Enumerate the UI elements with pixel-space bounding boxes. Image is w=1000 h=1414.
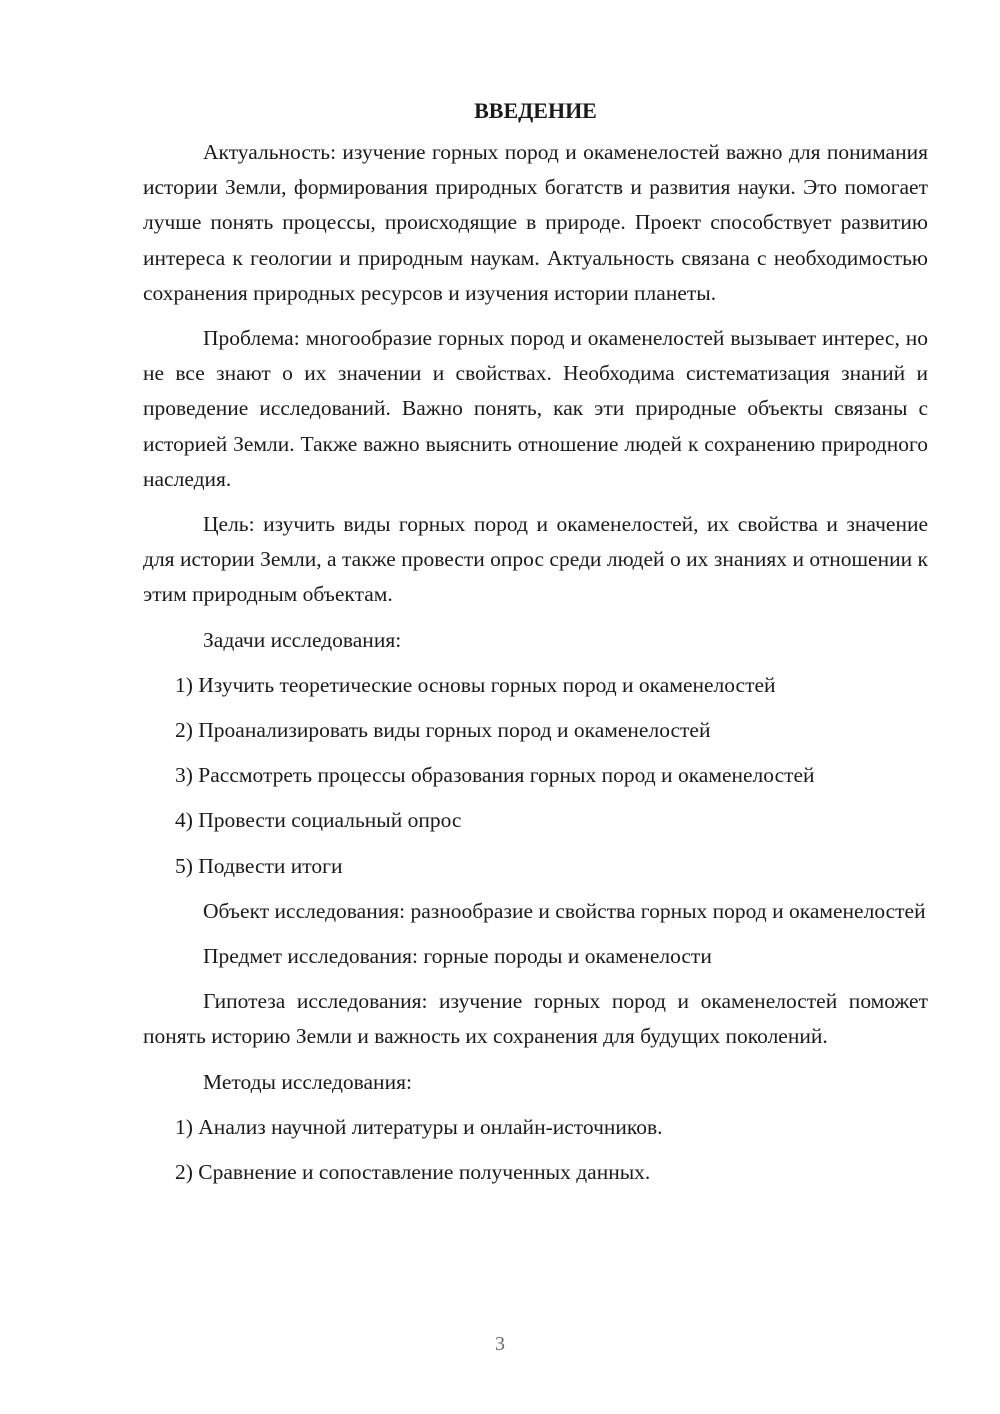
document-page — [143, 95, 928, 1200]
task-item: 2) Проанализировать виды горных пород и окаменелостей — [175, 718, 711, 743]
object-paragraph: Объект исследования: разнообразие и свойства горных пород и окаменелостей — [203, 898, 926, 923]
tasks-label: Задачи исследования: — [203, 627, 402, 652]
problem-paragraph: Проблема: многообразие горных пород и окаменелостей вызывает интерес, но не все знают о их значении и свойствах. Необходима систематизация знаний и проведение исследований. Важно понять, как эти природные объекты связаны с историей Земли. Также важно выяснить отношение людей к сохранению природного наследия. — [143, 326, 928, 491]
hypothesis-paragraph: Гипотеза исследования: изучение горных пород и окаменелостей поможет понять историю Земли и важность их сохранения для будущих поколений. — [143, 989, 928, 1049]
task-item: 1) Изучить теоретические основы горных пород и окаменелостей — [175, 672, 776, 697]
section-heading: ВВЕДЕНИЕ — [474, 98, 597, 123]
task-item: 5) Подвести итоги — [175, 853, 343, 878]
tasks-list — [143, 668, 928, 884]
page-number: 3 — [495, 1333, 505, 1355]
method-item: 1) Анализ научной литературы и онлайн-источников. — [175, 1114, 663, 1139]
subject-paragraph: Предмет исследования: горные породы и окаменелости — [203, 944, 712, 969]
goal-paragraph: Цель: изучить виды горных пород и окаменелостей, их свойства и значение для истории Земли, а также провести опрос среди людей о их знаниях и отношении к этим природным объектам. — [143, 512, 928, 607]
relevance-paragraph: Актуальность: изучение горных пород и окаменелостей важно для понимания истории Земли, формирования природных богатств и развития науки. Это помогает лучше понять процессы, происходящие в природе. Проект способствует развитию интереса к геологии и природным наукам. Актуальность связана с необходимостью сохранения природных ресурсов и изучения истории планеты. — [143, 140, 928, 305]
method-item: 2) Сравнение и сопоставление полученных данных. — [175, 1160, 651, 1185]
task-item: 4) Провести социальный опрос — [175, 808, 462, 833]
methods-list — [143, 1110, 928, 1190]
task-item: 3) Рассмотреть процессы образования горных пород и окаменелостей — [175, 763, 815, 788]
methods-label: Методы исследования: — [203, 1069, 412, 1094]
